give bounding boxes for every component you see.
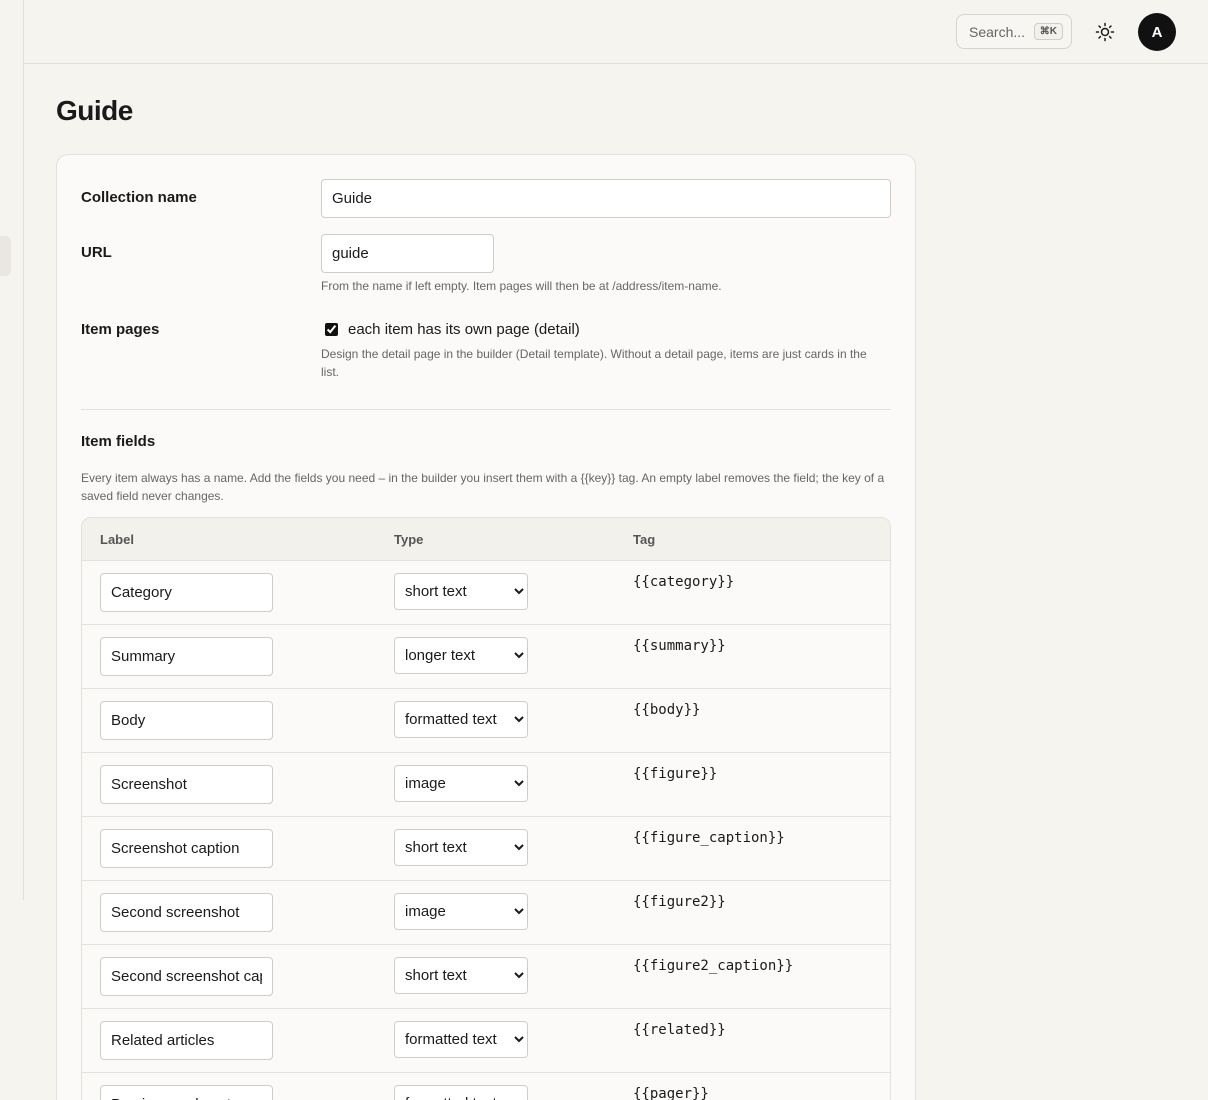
- page-title: Guide: [56, 95, 133, 126]
- field-tag: {{related}}: [633, 1022, 726, 1038]
- top-bar: [24, 0, 1208, 64]
- field-label-input[interactable]: [100, 765, 273, 804]
- table-row: [82, 1009, 890, 1073]
- table-row: [82, 817, 890, 881]
- search-placeholder: Search...: [969, 23, 1026, 40]
- table-row: [82, 689, 890, 753]
- field-tag: {{summary}}: [633, 638, 726, 654]
- item-pages-checkbox-label[interactable]: each item has its own page (detail): [348, 321, 580, 338]
- field-tag: {{category}}: [633, 574, 735, 590]
- url-label: URL: [81, 244, 112, 261]
- item-pages-option: [325, 321, 580, 338]
- sidebar-active-indicator[interactable]: [0, 236, 11, 276]
- field-type-select[interactable]: [394, 1085, 528, 1100]
- field-label-input[interactable]: [100, 893, 273, 932]
- sidebar: [0, 0, 24, 900]
- table-row: [82, 945, 890, 1009]
- field-label-input[interactable]: [100, 573, 273, 612]
- item-pages-hint: Design the detail page in the builder (Detail template). Without a detail page, items are just cards in the list.: [321, 347, 867, 379]
- item-fields-title: Item fields: [81, 433, 156, 450]
- table-body: [82, 561, 890, 1100]
- field-type-select[interactable]: [394, 893, 528, 930]
- column-header-label: Label: [100, 532, 134, 547]
- search-shortcut-badge: ⌘K: [1034, 23, 1063, 40]
- table-row: [82, 625, 890, 689]
- collection-name-input[interactable]: [321, 179, 891, 218]
- field-label-input[interactable]: [100, 957, 273, 996]
- field-type-select[interactable]: [394, 637, 528, 674]
- url-input[interactable]: [321, 234, 494, 273]
- field-tag: {{figure_caption}}: [633, 830, 785, 846]
- table-row: [82, 881, 890, 945]
- item-fields-table: [81, 517, 891, 1100]
- table-row: [82, 753, 890, 817]
- field-tag: {{figure2_caption}}: [633, 958, 794, 974]
- field-type-select[interactable]: [394, 957, 528, 994]
- field-tag: {{figure}}: [633, 766, 718, 782]
- item-pages-checkbox[interactable]: [325, 323, 338, 336]
- url-hint: From the name if left empty. Item pages will then be at /address/item-name.: [321, 279, 722, 293]
- table-row: [82, 561, 890, 625]
- collection-name-label: Collection name: [81, 189, 197, 206]
- collection-settings-card: [56, 154, 916, 1100]
- field-label-input[interactable]: [100, 637, 273, 676]
- search-box[interactable]: [956, 14, 1072, 49]
- table-row: [82, 1073, 890, 1100]
- field-type-select[interactable]: [394, 573, 528, 610]
- field-label-input[interactable]: [100, 701, 273, 740]
- field-type-select[interactable]: [394, 765, 528, 802]
- field-label-input[interactable]: [100, 1021, 273, 1060]
- table-header: [82, 518, 890, 561]
- divider: [81, 409, 891, 410]
- field-label-input[interactable]: [100, 829, 273, 868]
- column-header-type: Type: [394, 532, 424, 547]
- avatar[interactable]: A: [1138, 13, 1176, 51]
- field-label-input[interactable]: [100, 1085, 273, 1100]
- item-fields-description: Every item always has a name. Add the fields you need – in the builder you insert them with a {{key}} tag. An empty label removes the field; the key of a saved field never changes.: [81, 471, 885, 503]
- field-type-select[interactable]: [394, 829, 528, 866]
- field-tag: {{figure2}}: [633, 894, 726, 910]
- item-pages-label: Item pages: [81, 321, 160, 338]
- field-tag: {{body}}: [633, 702, 701, 718]
- field-type-select[interactable]: [394, 1021, 528, 1058]
- sun-icon[interactable]: [1092, 19, 1118, 45]
- field-type-select[interactable]: [394, 701, 528, 738]
- column-header-tag: Tag: [633, 532, 656, 547]
- field-tag: {{pager}}: [633, 1086, 709, 1100]
